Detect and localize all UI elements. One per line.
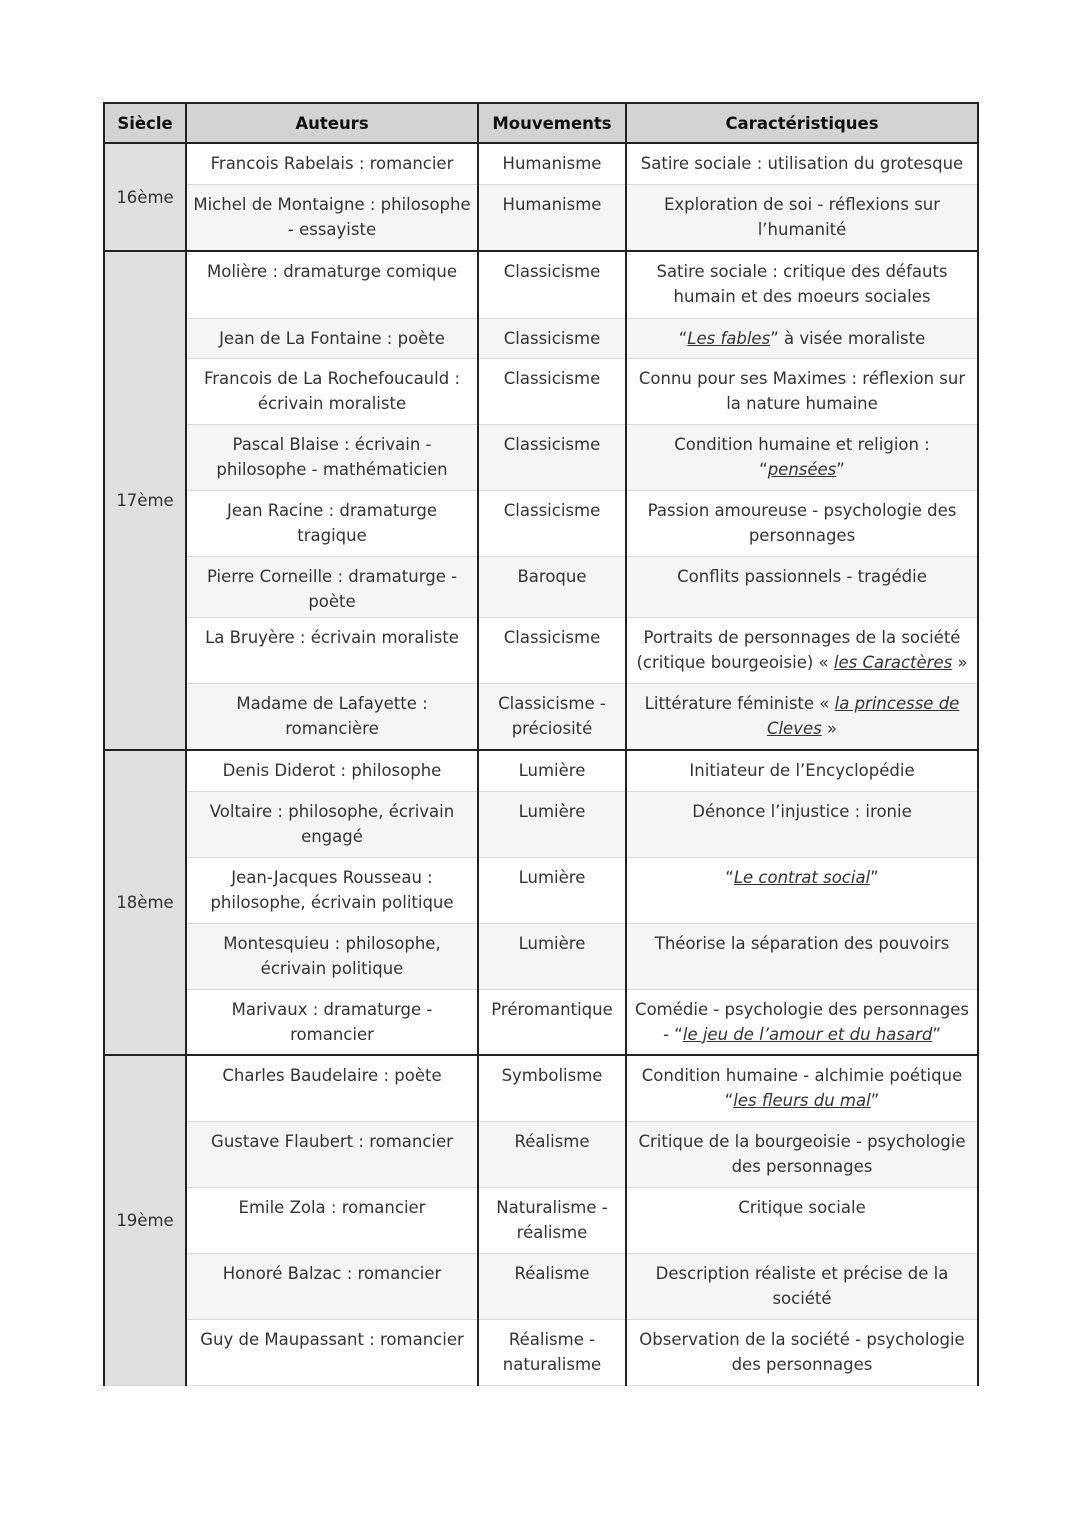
work-title: les Caractères xyxy=(833,652,953,672)
mouvement-cell: Lumière xyxy=(478,923,626,989)
caracteristique-text: Satire sociale : utilisation du grotesque xyxy=(640,154,964,173)
table-row xyxy=(104,358,978,424)
mouvement-cell: Classicisme xyxy=(478,318,626,358)
auteur-cell: Jean de La Fontaine : poète xyxy=(186,318,478,358)
caracteristique-cell xyxy=(626,1187,978,1253)
caracteristique-text: Description réaliste et précise de la société xyxy=(655,1263,949,1308)
caracteristique-text: Condition humaine et religion : “ xyxy=(674,434,930,479)
mouvement-cell: Lumière xyxy=(478,857,626,923)
mouvement-cell: Symbolisme xyxy=(478,1055,626,1121)
table-row xyxy=(104,1055,978,1121)
caracteristique-text: Critique de la bourgeoisie - psychologie des personnages xyxy=(638,1131,966,1176)
table-row xyxy=(104,556,978,617)
caracteristique-text: Satire sociale : critique des défauts humain et des moeurs sociales xyxy=(656,262,948,306)
table-row xyxy=(104,923,978,989)
caracteristique-text: Exploration de soi - réflexions sur l’humanité xyxy=(663,194,941,239)
caracteristique-cell xyxy=(626,989,978,1055)
caracteristique-cell xyxy=(626,424,978,490)
auteur-cell: Emile Zola : romancier xyxy=(186,1187,478,1253)
mouvement-cell: Naturalisme - réalisme xyxy=(478,1187,626,1253)
table-row xyxy=(104,791,978,857)
mouvement-cell: Baroque xyxy=(478,556,626,617)
caracteristique-cell xyxy=(626,750,978,791)
auteur-cell: Charles Baudelaire : poète xyxy=(186,1055,478,1121)
caracteristique-text: “ xyxy=(725,867,734,887)
caracteristique-text: ” xyxy=(836,459,845,479)
mouvement-cell: Classicisme xyxy=(478,358,626,424)
auteur-cell: Montesquieu : philosophe, écrivain politique xyxy=(186,923,478,989)
mouvement-cell: Classicisme xyxy=(478,424,626,490)
work-title: pensées xyxy=(767,459,837,479)
mouvement-cell: Préromantique xyxy=(478,989,626,1055)
caracteristique-cell xyxy=(626,318,978,358)
caracteristique-text: ” xyxy=(870,1091,880,1110)
auteur-cell: Guy de Maupassant : romancier xyxy=(186,1319,478,1385)
auteur-cell: Pascal Blaise : écrivain - philosophe - mathématicien xyxy=(186,424,478,490)
caracteristique-cell xyxy=(626,683,978,750)
caracteristique-text: ” xyxy=(932,1024,941,1044)
siecle-cell: 17ème xyxy=(104,251,186,750)
table-row xyxy=(104,1187,978,1253)
mouvement-cell: Réalisme - naturalisme xyxy=(478,1319,626,1385)
work-title: Les fables xyxy=(687,328,771,348)
caracteristique-cell xyxy=(626,184,978,251)
caracteristique-text: ” xyxy=(870,867,879,887)
caracteristique-text: Littérature féministe « xyxy=(644,693,835,713)
caracteristique-text: “ xyxy=(678,328,688,348)
caracteristique-cell xyxy=(626,358,978,424)
table-row xyxy=(104,617,978,683)
caracteristique-text: Condition humaine - alchimie poétique “ xyxy=(641,1066,963,1110)
caracteristique-cell xyxy=(626,857,978,923)
siecle-cell: 16ème xyxy=(104,143,186,251)
auteur-cell: Jean-Jacques Rousseau : philosophe, écrivain politique xyxy=(186,857,478,923)
work-title: Le contrat social xyxy=(733,867,871,887)
auteur-cell: Marivaux : dramaturge - romancier xyxy=(186,989,478,1055)
table-row xyxy=(104,989,978,1055)
mouvement-cell: Réalisme xyxy=(478,1121,626,1187)
auteur-cell: Jean Racine : dramaturge tragique xyxy=(186,490,478,556)
table-row xyxy=(104,424,978,490)
auteur-cell: Madame de Lafayette : romancière xyxy=(186,683,478,750)
caracteristique-cell xyxy=(626,923,978,989)
table-row xyxy=(104,750,978,791)
auteur-cell: Francois Rabelais : romancier xyxy=(186,143,478,184)
table-row xyxy=(104,318,978,358)
caracteristique-cell xyxy=(626,490,978,556)
caracteristique-text: » xyxy=(952,652,968,672)
table-row xyxy=(104,251,978,318)
table-row xyxy=(104,1253,978,1319)
auteur-cell: Michel de Montaigne : philosophe - essayiste xyxy=(186,184,478,251)
table-row xyxy=(104,184,978,251)
mouvement-cell: Humanisme xyxy=(478,184,626,251)
caracteristique-text: Conflits passionnels - tragédie xyxy=(677,566,927,586)
caracteristique-text: Critique sociale xyxy=(738,1197,866,1217)
table-row xyxy=(104,1319,978,1385)
header-auteurs: Auteurs xyxy=(186,103,478,143)
literature-table xyxy=(103,102,979,1386)
mouvement-cell: Réalisme xyxy=(478,1253,626,1319)
caracteristique-text: Comédie - psychologie des personnages - “ xyxy=(635,999,969,1044)
caracteristique-cell xyxy=(626,1055,978,1121)
table-body xyxy=(104,143,978,1385)
caracteristique-text: » xyxy=(821,718,838,738)
caracteristique-cell xyxy=(626,1319,978,1385)
table-row xyxy=(104,1121,978,1187)
table-row xyxy=(104,143,978,184)
mouvement-cell: Classicisme xyxy=(478,490,626,556)
caracteristique-text: Observation de la société - psychologie des personnages xyxy=(639,1329,965,1374)
auteur-cell: Molière : dramaturge comique xyxy=(186,251,478,318)
auteur-cell: Voltaire : philosophe, écrivain engagé xyxy=(186,791,478,857)
caracteristique-text: Portraits de personnages de la société (critique bourgeoisie) « xyxy=(636,627,961,672)
caracteristique-cell xyxy=(626,143,978,184)
header-caracteristiques: Caractéristiques xyxy=(626,103,978,143)
caracteristique-text: ” à visée moraliste xyxy=(770,328,926,348)
siecle-cell: 18ème xyxy=(104,750,186,1055)
mouvement-cell: Classicisme - préciosité xyxy=(478,683,626,750)
caracteristique-cell xyxy=(626,1253,978,1319)
caracteristique-cell xyxy=(626,617,978,683)
work-title: le jeu de l’amour et du hasard xyxy=(682,1024,933,1044)
table-row xyxy=(104,683,978,750)
auteur-cell: Honoré Balzac : romancier xyxy=(186,1253,478,1319)
mouvement-cell: Humanisme xyxy=(478,143,626,184)
caracteristique-text: Dénonce l’injustice : ironie xyxy=(692,801,912,821)
auteur-cell: Denis Diderot : philosophe xyxy=(186,750,478,791)
header-mouvements: Mouvements xyxy=(478,103,626,143)
caracteristique-cell xyxy=(626,791,978,857)
caracteristique-text: Passion amoureuse - psychologie des personnages xyxy=(647,500,957,545)
caracteristique-cell xyxy=(626,556,978,617)
auteur-cell: Pierre Corneille : dramaturge - poète xyxy=(186,556,478,617)
header-siecle: Siècle xyxy=(104,103,186,143)
table-row xyxy=(104,490,978,556)
auteur-cell: La Bruyère : écrivain moraliste xyxy=(186,617,478,683)
header-row xyxy=(104,103,978,143)
caracteristique-text: Connu pour ses Maximes : réflexion sur la nature humaine xyxy=(638,368,966,413)
mouvement-cell: Classicisme xyxy=(478,617,626,683)
caracteristique-cell xyxy=(626,1121,978,1187)
mouvement-cell: Lumière xyxy=(478,750,626,791)
mouvement-cell: Classicisme xyxy=(478,251,626,318)
auteur-cell: Francois de La Rochefoucauld : écrivain moraliste xyxy=(186,358,478,424)
caracteristique-text: Théorise la séparation des pouvoirs xyxy=(654,933,950,953)
caracteristique-text: Initiateur de l’Encyclopédie xyxy=(689,761,915,780)
auteur-cell: Gustave Flaubert : romancier xyxy=(186,1121,478,1187)
siecle-cell: 19ème xyxy=(104,1055,186,1385)
table-row xyxy=(104,857,978,923)
work-title: la princesse de Cleves xyxy=(766,693,960,738)
caracteristique-cell xyxy=(626,251,978,318)
work-title: les fleurs du mal xyxy=(733,1091,871,1110)
mouvement-cell: Lumière xyxy=(478,791,626,857)
